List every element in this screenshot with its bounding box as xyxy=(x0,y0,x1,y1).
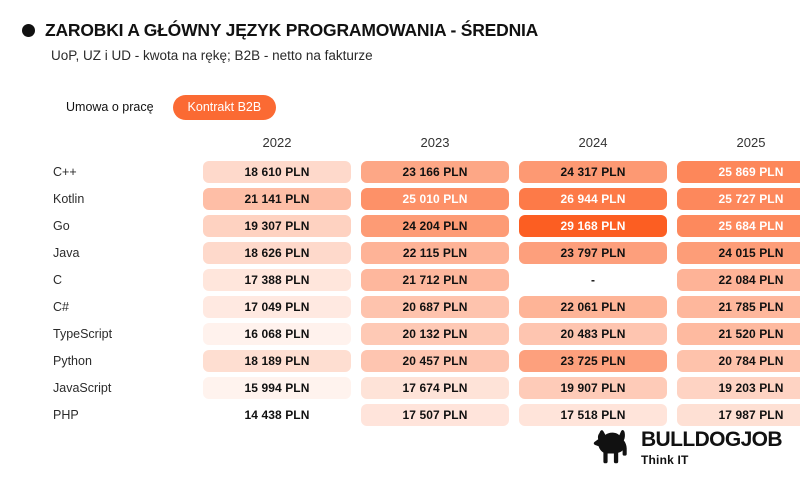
column-header-year: 2023 xyxy=(420,134,450,150)
column-header-year: 2024 xyxy=(578,134,608,150)
table-row xyxy=(22,185,784,212)
salary-table xyxy=(22,130,784,428)
row-label-language: C# xyxy=(53,299,69,314)
salary-cell: 19 203 PLN xyxy=(677,377,800,399)
salary-cell: 18 189 PLN xyxy=(203,350,351,372)
table-row xyxy=(22,401,784,428)
table-header-row xyxy=(22,130,778,154)
salary-cell: 18 610 PLN xyxy=(203,161,351,183)
salary-cell: 26 944 PLN xyxy=(519,188,667,210)
salary-cell: 22 061 PLN xyxy=(519,296,667,318)
salary-cell: 24 204 PLN xyxy=(361,215,509,237)
salary-cell: 17 674 PLN xyxy=(361,377,509,399)
row-label-language: JavaScript xyxy=(53,380,112,395)
salary-cell: - xyxy=(590,272,596,287)
title-row xyxy=(22,20,784,41)
salary-cell: 14 438 PLN xyxy=(203,404,351,426)
salary-cell: 22 115 PLN xyxy=(361,242,509,264)
salary-cell: 29 168 PLN xyxy=(519,215,667,237)
salary-cell: 23 797 PLN xyxy=(519,242,667,264)
logo-name: BULLDOGJOB xyxy=(640,427,782,451)
row-label-language: C++ xyxy=(53,164,77,179)
salary-cell: 21 785 PLN xyxy=(677,296,800,318)
row-label-language: Go xyxy=(53,218,70,233)
table-row xyxy=(22,158,784,185)
salary-cell: 23 725 PLN xyxy=(519,350,667,372)
table-row xyxy=(22,212,784,239)
salary-cell: 17 507 PLN xyxy=(361,404,509,426)
salary-cell: 22 084 PLN xyxy=(677,269,800,291)
salary-cell: 25 727 PLN xyxy=(677,188,800,210)
salary-cell: 25 684 PLN xyxy=(677,215,800,237)
table-row xyxy=(22,347,784,374)
salary-cell: 25 869 PLN xyxy=(677,161,800,183)
row-label-language: C xyxy=(53,272,63,287)
salary-cell: 20 784 PLN xyxy=(677,350,800,372)
salary-cell: 15 994 PLN xyxy=(203,377,351,399)
salary-cell: 19 907 PLN xyxy=(519,377,667,399)
salary-cell: 19 307 PLN xyxy=(203,215,351,237)
salary-cell: 16 068 PLN xyxy=(203,323,351,345)
bullet-dot-icon xyxy=(22,24,35,37)
table-row xyxy=(22,320,784,347)
salary-cell: 17 987 PLN xyxy=(677,404,800,426)
salary-cell: 23 166 PLN xyxy=(361,161,509,183)
table-row xyxy=(22,374,784,401)
brand-logo xyxy=(592,428,782,466)
table-row xyxy=(22,239,784,266)
row-label-language: PHP xyxy=(53,407,79,422)
salary-cell: 25 010 PLN xyxy=(361,188,509,210)
salary-cell: 21 712 PLN xyxy=(361,269,509,291)
chart-subtitle: UoP, UZ i UD - kwota na rękę; B2B - netto na fakturze xyxy=(51,48,373,63)
table-row xyxy=(22,266,784,293)
salary-cell: 17 388 PLN xyxy=(203,269,351,291)
toggle-umowa-o-prace[interactable]: Umowa o pracę xyxy=(51,95,169,120)
salary-cell: 20 687 PLN xyxy=(361,296,509,318)
salary-cell: 21 520 PLN xyxy=(677,323,800,345)
table-row xyxy=(22,293,784,320)
column-header-year: 2025 xyxy=(736,134,766,150)
row-label-language: Kotlin xyxy=(53,191,85,206)
row-label-language: Java xyxy=(53,245,80,260)
salary-cell: 20 132 PLN xyxy=(361,323,509,345)
chart-header xyxy=(22,20,784,63)
salary-cell: 17 049 PLN xyxy=(203,296,351,318)
logo-text xyxy=(641,429,782,466)
salary-cell: 20 483 PLN xyxy=(519,323,667,345)
salary-cell: 20 457 PLN xyxy=(361,350,509,372)
salary-cell: 24 015 PLN xyxy=(677,242,800,264)
salary-cell: 21 141 PLN xyxy=(203,188,351,210)
toggle-kontrakt-b2b[interactable]: Kontrakt B2B xyxy=(173,95,277,120)
row-label-language: TypeScript xyxy=(53,326,113,341)
page-title: ZAROBKI A GŁÓWNY JĘZYK PROGRAMOWANIA - ŚREDNIA xyxy=(45,20,539,40)
contract-type-toggle xyxy=(51,95,276,120)
salary-cell: 17 518 PLN xyxy=(519,404,667,426)
table-body xyxy=(22,158,784,428)
logo-tagline: Think IT xyxy=(640,452,689,467)
salary-cell: 18 626 PLN xyxy=(203,242,351,264)
salary-cell: 24 317 PLN xyxy=(519,161,667,183)
column-header-year: 2022 xyxy=(262,134,292,150)
bulldog-silhouette-icon xyxy=(592,428,634,466)
row-label-language: Python xyxy=(53,353,92,368)
